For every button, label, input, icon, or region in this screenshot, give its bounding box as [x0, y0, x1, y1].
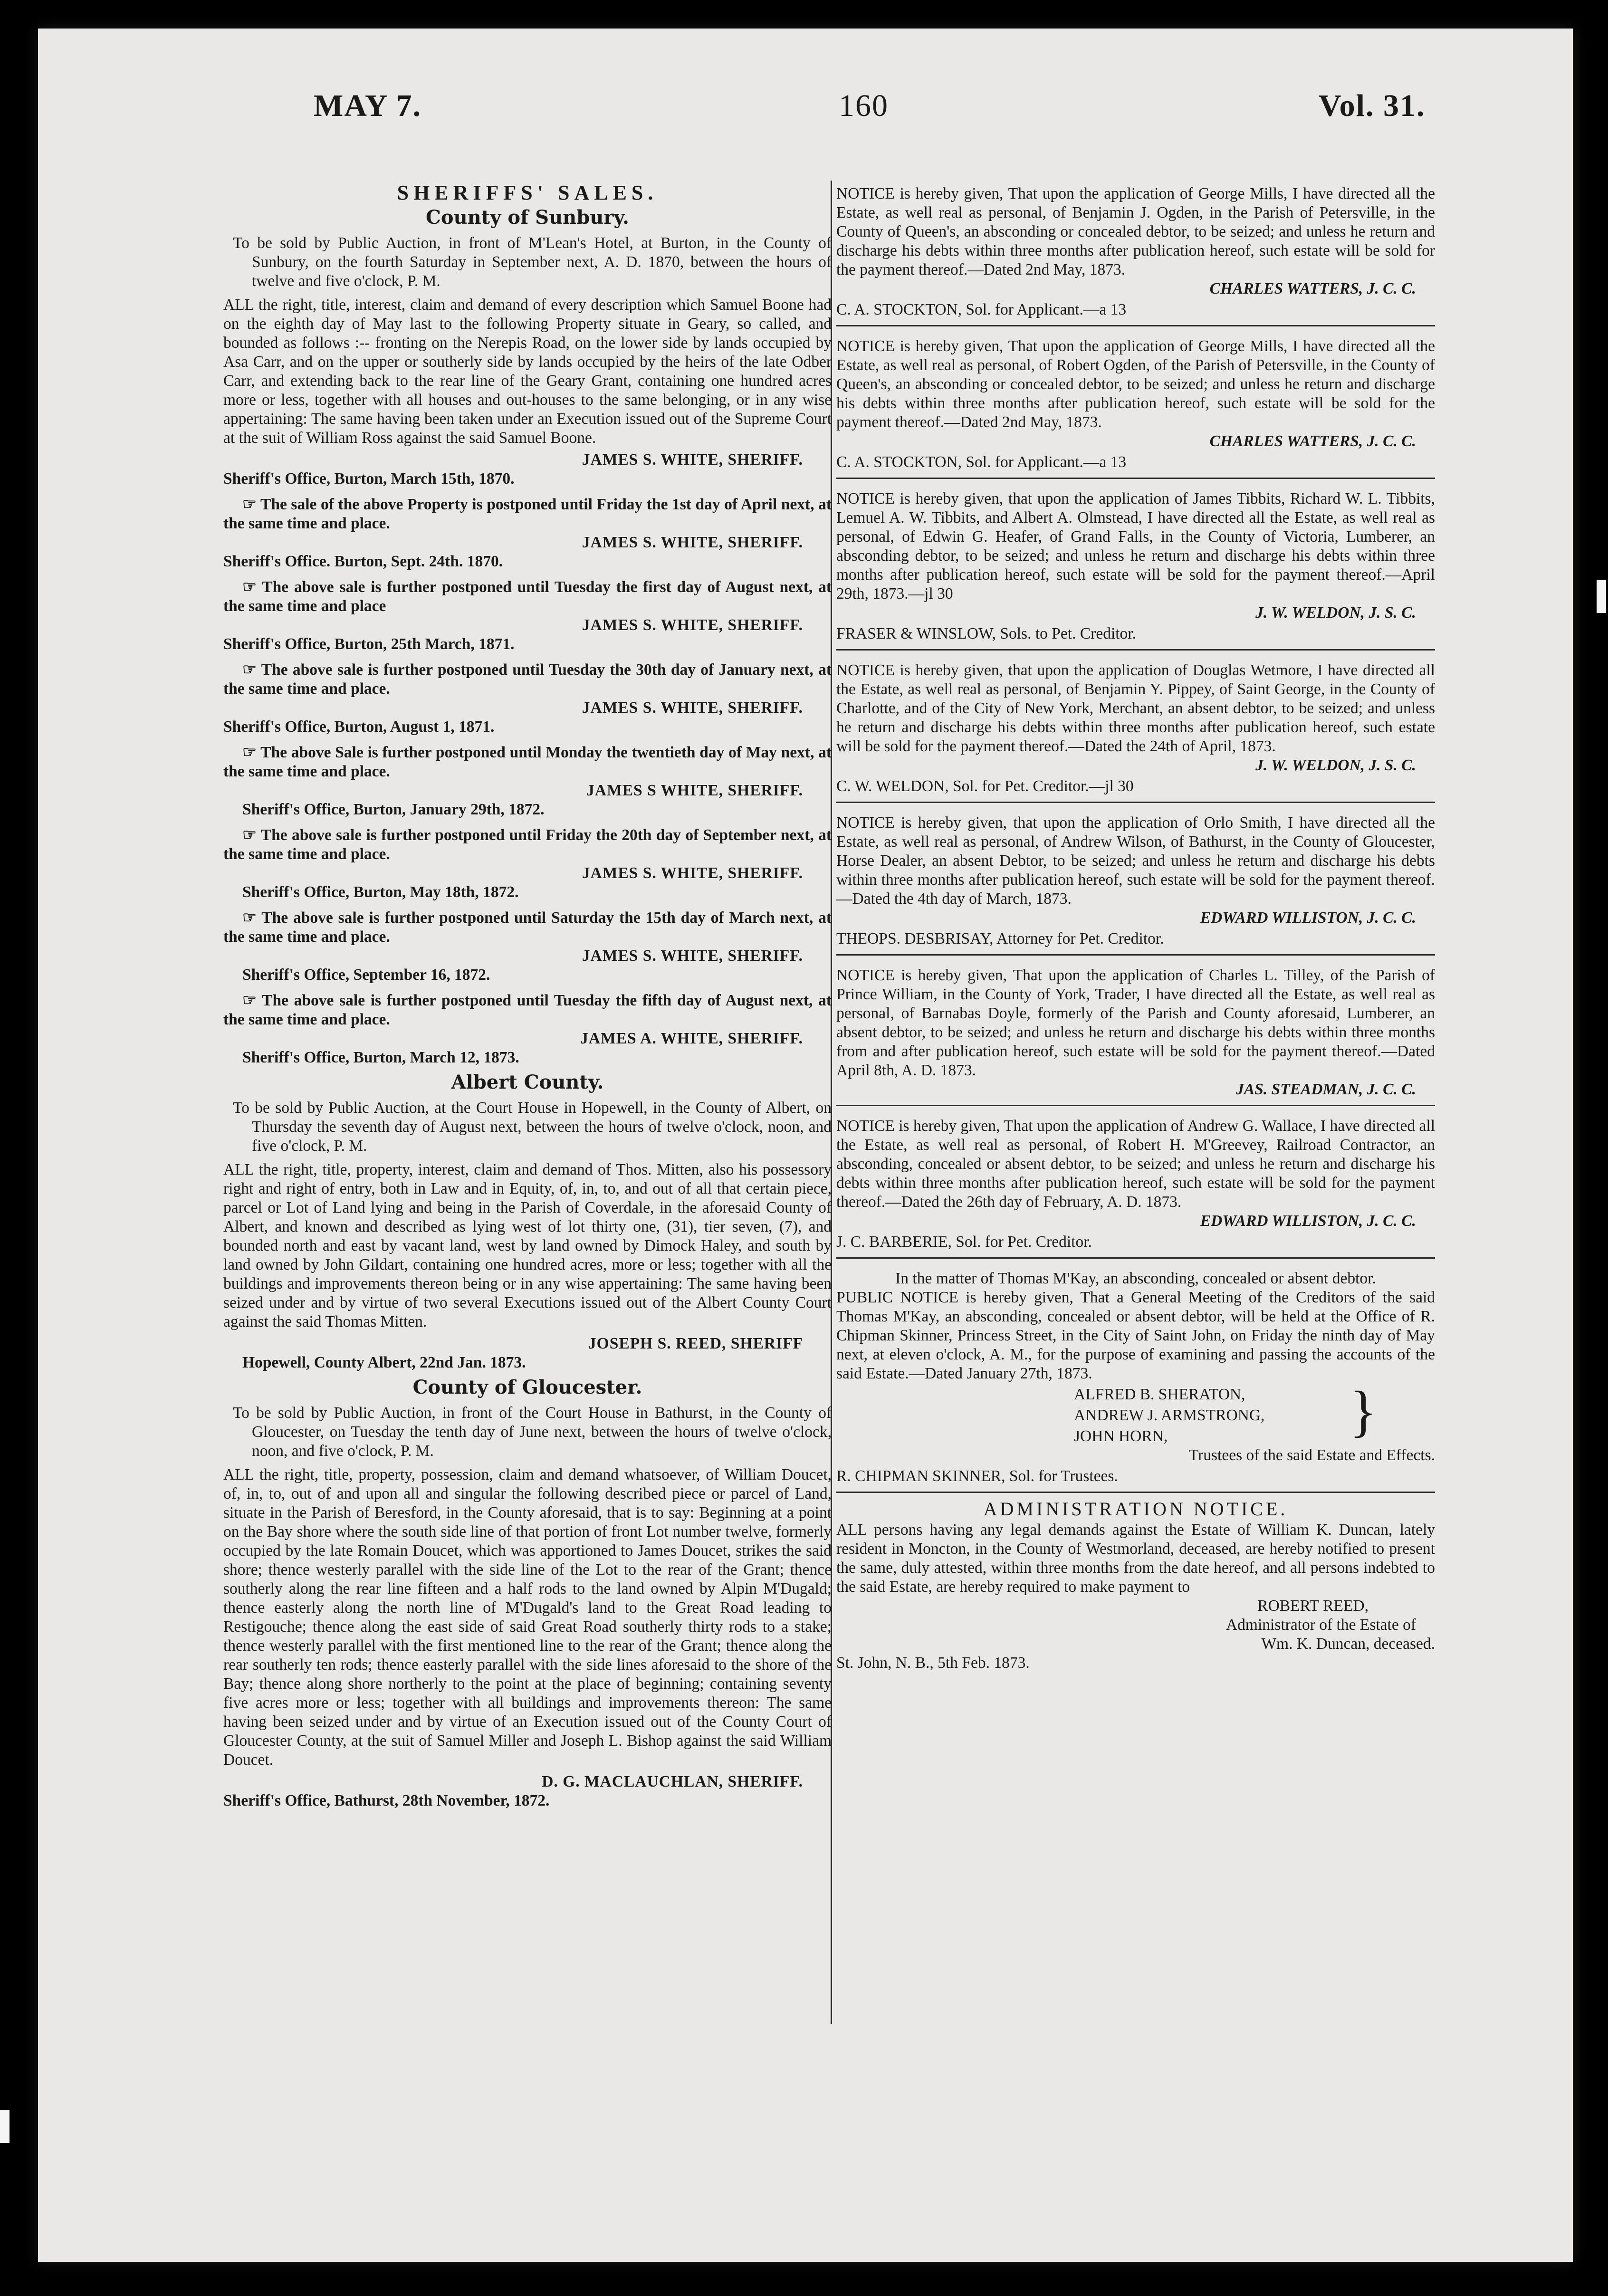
admin-dateline: St. John, N. B., 5th Feb. 1873.	[836, 1654, 1030, 1672]
mkay-notice	[836, 1265, 1435, 1493]
sunbury-heading: County of Sunbury.	[426, 206, 629, 229]
notice-signature: EDWARD WILLISTON, J. C. C.	[1200, 909, 1416, 927]
notice-solicitor: THEOPS. DESBRISAY, Attorney for Pet. Creditor.	[836, 930, 1164, 947]
sunbury-office: Sheriff's Office, Burton, March 15th, 1870.	[223, 470, 515, 488]
postponement	[223, 660, 832, 737]
postponement	[223, 495, 832, 571]
trustee-name: ANDREW J. ARMSTRONG,	[1074, 1406, 1265, 1424]
albert-heading: Albert County.	[451, 1071, 604, 1093]
notice-solicitor: C. W. WELDON, Sol. for Pet. Creditor.—jl 30	[836, 777, 1134, 795]
postponement-office: Sheriff's Office, Burton, January 29th, 1872.	[242, 801, 545, 818]
gloucester-intro: To be sold by Public Auction, in front of the Court House in Bathurst, in the County of Gloucester, on Tuesday the tenth day of June next, between the hours of twelve o'clock, noon, and five o'clock, P. M.	[233, 1404, 832, 1460]
postponement-signature: JAMES S. WHITE, SHERIFF.	[582, 947, 803, 965]
postponement-office: Sheriff's Office, Burton, May 18th, 1872.	[242, 883, 519, 901]
gloucester-heading: County of Gloucester.	[412, 1376, 642, 1398]
admin-title: ADMINISTRATION NOTICE.	[983, 1498, 1288, 1520]
postponement-text: ☞ The above sale is further postponed until Tuesday the 30th day of January next, at the same time and place.	[223, 661, 832, 698]
legal-notice	[836, 657, 1435, 803]
postponement	[223, 578, 832, 654]
albert-intro: To be sold by Public Auction, at the Court House in Hopewell, in the County of Albert, on Thursday the seventh day of August next, between the hours of twelve o'clock, noon, and five o'clock, P. M.	[233, 1099, 832, 1155]
postponement-office: Sheriff's Office, Burton, March 12, 1873.	[242, 1049, 519, 1066]
notice-text: NOTICE is hereby given, That upon the application of Charles L. Tilley, of the Parish of Prince William, in the County of York, Trader, I have directed all the Estate, as well real as personal, of Barnabas Doyle, formerly of the Parish and County aforesaid, Lumberer, an absent debtor, to be seized; and unless he return and discharge his debts within three months from and after publication hereof, such estate will be sold for the payment thereof.—Dated April 8th, A. D. 1873.	[836, 966, 1435, 1079]
notice-text: NOTICE is hereby given, that upon the application of Douglas Wetmore, I have directed all the Estate, as well real as personal, of Benjamin Y. Pippey, of Saint George, in the County of Charlotte, and of the City of New York, Merchant, an absent debtor, to be seized; and unless he return and discharge his debts within three months after publication hereof, such estate will be sold for the payment thereof.—Dated the 24th of April, 1873.	[836, 661, 1435, 755]
postponement-signature: JAMES A. WHITE, SHERIFF.	[580, 1030, 803, 1047]
notice-solicitor: C. A. STOCKTON, Sol. for Applicant.—a 13	[836, 453, 1127, 471]
postponement	[223, 743, 832, 819]
notice-text: NOTICE is hereby given, that upon the application of James Tibbits, Richard W. L. Tibbits, Lemuel A. W. Tibbits, and Albert A. Olmstead, I have directed all the Estate, as well real as personal, of Edwin G. Heafer, of Grand Falls, in the County of Victoria, Lumberer, an absconding debtor, to be seized; and unless he return and discharge his debts within three months after publication hereof, such estate will be sold for the payment thereof.—April 29th, 1873.—jl 30	[836, 490, 1435, 603]
brace-glyph: }	[1350, 1379, 1377, 1443]
trustee-name: ALFRED B. SHERATON,	[1074, 1386, 1245, 1403]
gloucester-body: ALL the right, title, property, possession, claim and demand whatsoever, of William Doucet, of, in, to, out of and upon all and singular the following described piece or parcel of Land, situate in the Parish of Beresford, in the County aforesaid, that is to say: Beginning at a point on the Bay shore where the south side line of that portion of front Lot number twelve, formerly occupied by the late Romain Doucet, which was apportioned to James Doucet, strikes the said shore; thence westerly parallel with the side line of the Lot to the rear of the Grant; thence southerly along the rear line fifteen and a half rods to the land owned by Alpin M'Dugald; thence easterly along the north line of M'Dugald's land to the Great Road leading to Restigouche; thence along the east side of said Great Road southerly thirty rods to a stake; thence westerly parallel with the first mentioned line to the rear of the Grant; thence along the rear southerly ten rods; thence easterly parallel with the side lines aforesaid to the shore of the Bay; thence along shore northerly to the point at the place of beginning; containing seventy five acres more or less; together with all buildings and improvements thereon: The same having been seized under and by virtue of an Execution issued out of the County Court of Gloucester County, at the suit of Samuel Miller and Joseph L. Bishop against the said William Doucet.	[223, 1466, 832, 1769]
notice-text: NOTICE is hereby given, That upon the application of George Mills, I have directed all the Estate, as well real as personal, of Robert Ogden, of the Parish of Petersville, in the County of Queen's, an absconding or concealed debtor, to be seized; and unless he return and discharge his debts within three months after publication hereof, such estate will be sold for the payment thereof.—Dated 2nd May, 1873.	[836, 337, 1435, 431]
notice-solicitor: C. A. STOCKTON, Sol. for Applicant.—a 13	[836, 301, 1127, 318]
legal-notice	[836, 333, 1435, 479]
trustee-name: JOHN HORN,	[1074, 1427, 1168, 1445]
gloucester-signature: D. G. MACLAUCHLAN, SHERIFF.	[542, 1773, 803, 1790]
legal-notice	[836, 181, 1435, 326]
section-title: SHERIFFS' SALES.	[397, 181, 658, 204]
sunbury-signature: JAMES S. WHITE, SHERIFF.	[582, 451, 803, 469]
postponement	[223, 991, 832, 1067]
postponement	[223, 826, 832, 902]
legal-notice	[836, 1113, 1435, 1259]
admin-sig-name: ROBERT REED,	[1257, 1597, 1369, 1615]
postponement-text: ☞ The above sale is further postponed until Tuesday the fifth day of August next, at the same time and place.	[223, 992, 832, 1028]
albert-office: Hopewell, County Albert, 22nd Jan. 1873.	[242, 1354, 526, 1371]
sunbury-intro: To be sold by Public Auction, in front of M'Lean's Hotel, at Burton, in the County of Sunbury, on the fourth Saturday in September next, A. D. 1870, between the hours of twelve and five o'clock, P. M.	[233, 234, 832, 290]
postponement-office: Sheriff's Office, Burton, August 1, 1871.	[223, 718, 495, 736]
sunbury-body: ALL the right, title, interest, claim and demand of every description which Samuel Boone had on the eighth day of May last to the following Property situate in Geary, so called, and bounded as follows :-- fronting on the Nerepis Road, on the lower side by lands occupied by Asa Carr, and on the upper or southerly side by lands occupied by the heirs of the late Odber Carr, and extending back to the rear line of the Geary Grant, containing one hundred acres more or less, together with all houses and out-houses to the same belonging, or in any wise appertaining: The same having been taken under an Execution issued out of the Supreme Court at the suit of William Ross against the said Samuel Boone.	[223, 296, 832, 447]
postponement-signature: JAMES S. WHITE, SHERIFF.	[582, 616, 803, 634]
notice-solicitor: J. C. BARBERIE, Sol. for Pet. Creditor.	[836, 1233, 1092, 1251]
trustees-label: Trustees of the said Estate and Effects.	[1188, 1446, 1435, 1464]
notice-signature: CHARLES WATTERS, J. C. C.	[1209, 280, 1416, 297]
postponement-text: ☞ The above Sale is further postponed until Monday the twentieth day of May next, at the same time and place.	[223, 744, 832, 780]
albert-body: ALL the right, title, property, interest, claim and demand of Thos. Mitten, also his possessory right and right of entry, both in Law and in Equity, of, in, to, and out of all that certain piece, parcel or Lot of Land lying and being in the Parish of Coverdale, in the aforesaid County of Albert, and known and described as lying west of lot thirty one, (31), tier seven, (7), and bounded north and east by vacant land, west by land owned by Dimock Haley, and south by land owned by John Gildart, containing one hundred acres, more or less; together with all the buildings and improvements thereon being or in any wise appertaining: The same having been seized under and by virtue of two several Executions issued out of the Albert County Court against the said Thomas Mitten.	[223, 1161, 832, 1330]
postponement-signature: JAMES S WHITE, SHERIFF.	[586, 782, 803, 799]
notice-signature: CHARLES WATTERS, J. C. C.	[1209, 432, 1416, 450]
postponement-text: ☞ The above sale is further postponed until Tuesday the first day of August next, at the same time and place	[223, 578, 832, 615]
postponement-text: ☞ The sale of the above Property is postponed until Friday the 1st day of April next, at the same time and place.	[223, 496, 832, 532]
left-column	[223, 181, 832, 1815]
legal-notice	[836, 810, 1435, 956]
admin-text: ALL persons having any legal demands against the Estate of William K. Duncan, lately resident in Moncton, in the County of Westmorland, deceased, are hereby notified to present the same, duly attested, within three months from the date hereof, and all persons indebted to the said Estate, are hereby required to make payment to	[836, 1521, 1435, 1596]
postponement	[223, 909, 832, 985]
notice-text: NOTICE is hereby given, that upon the application of Orlo Smith, I have directed all the Estate, as well real as personal, of Andrew Wilson, of Bathurst, in the County of Gloucester, Horse Dealer, an absent Debtor, to be seized; and unless he return and discharge his debts within three months after publication hereof, such estate will be sold for the payment thereof. —Dated the 4th day of March, 1873.	[836, 814, 1435, 908]
mkay-solicitor: R. CHIPMAN SKINNER, Sol. for Trustees.	[836, 1467, 1118, 1485]
right-column	[836, 181, 1435, 1673]
trustees-block	[836, 1379, 1435, 1446]
legal-notice	[836, 486, 1435, 651]
edge-tab	[1597, 580, 1606, 613]
admin-sig-role: Administrator of the Estate of	[1225, 1616, 1416, 1634]
postponement-signature: JAMES S. WHITE, SHERIFF.	[582, 534, 803, 551]
mkay-text: PUBLIC NOTICE is hereby given, That a General Meeting of the Creditors of the said Thomas M'Kay, an absconding, concealed or absent debtor, will be held at the Office of R. Chipman Skinner, Princess Street, in the City of Saint John, on Friday the ninth day of May next, at eleven o'clock, A. M., for the purpose of examining and passing the accounts of the said Estate.—Dated January 27th, 1873.	[836, 1289, 1435, 1382]
postponement-office: Sheriff's Office, September 16, 1872.	[242, 966, 490, 984]
postponement-signature: JAMES S. WHITE, SHERIFF.	[582, 864, 803, 882]
albert-signature: JOSEPH S. REED, SHERIFF	[588, 1335, 803, 1352]
edge-tab	[0, 2110, 10, 2143]
notice-signature: J. W. WELDON, J. S. C.	[1255, 756, 1416, 774]
header-page-number: 160	[839, 88, 889, 123]
notice-signature: J. W. WELDON, J. S. C.	[1255, 604, 1416, 622]
postponement-text: ☞ The above sale is further postponed until Friday the 20th day of September next, at the same time and place.	[223, 826, 832, 863]
gloucester-office: Sheriff's Office, Bathurst, 28th November, 1872.	[223, 1792, 550, 1809]
postponement-text: ☞ The above sale is further postponed until Saturday the 15th day of March next, at the same time and place.	[223, 909, 832, 946]
notice-solicitor: FRASER & WINSLOW, Sols. to Pet. Creditor.	[836, 625, 1136, 642]
postponement-signature: JAMES S. WHITE, SHERIFF.	[582, 699, 803, 717]
mkay-title: In the matter of Thomas M'Kay, an absconding, concealed or absent debtor.	[895, 1270, 1376, 1287]
postponement-office: Sheriff's Office, Burton, 25th March, 1871.	[223, 635, 515, 653]
admin-sig-estate: Wm. K. Duncan, deceased.	[1261, 1635, 1435, 1653]
notice-text: NOTICE is hereby given, That upon the application of George Mills, I have directed all the Estate, as well real as personal, of Benjamin J. Ogden, in the Parish of Petersville, in the County of Queen's, an absconding or concealed debtor, to be seized; and unless he return and discharge his debts within three months after publication hereof, such estate will be sold for the payment thereof.—Dated 2nd May, 1873.	[836, 185, 1435, 278]
postponement-office: Sheriff's Office. Burton, Sept. 24th. 1870.	[223, 553, 503, 570]
admin-notice	[836, 1500, 1435, 1673]
legal-notice	[836, 962, 1435, 1106]
header-date: MAY 7.	[314, 88, 422, 123]
header-volume: Vol. 31.	[1319, 88, 1426, 123]
notice-text: NOTICE is hereby given, That upon the application of Andrew G. Wallace, I have directed all the Estate, as well real as personal, of Robert H. M'Greevey, Railroad Contractor, an absconding, concealed or absent debtor, to be seized; and unless he return and discharge his debts within three months after publication hereof, such estate will be sold for the payment thereof.—Dated the 26th day of February, A. D. 1873.	[836, 1117, 1435, 1211]
notice-signature: EDWARD WILLISTON, J. C. C.	[1200, 1212, 1416, 1230]
notice-signature: JAS. STEADMAN, J. C. C.	[1236, 1081, 1416, 1098]
